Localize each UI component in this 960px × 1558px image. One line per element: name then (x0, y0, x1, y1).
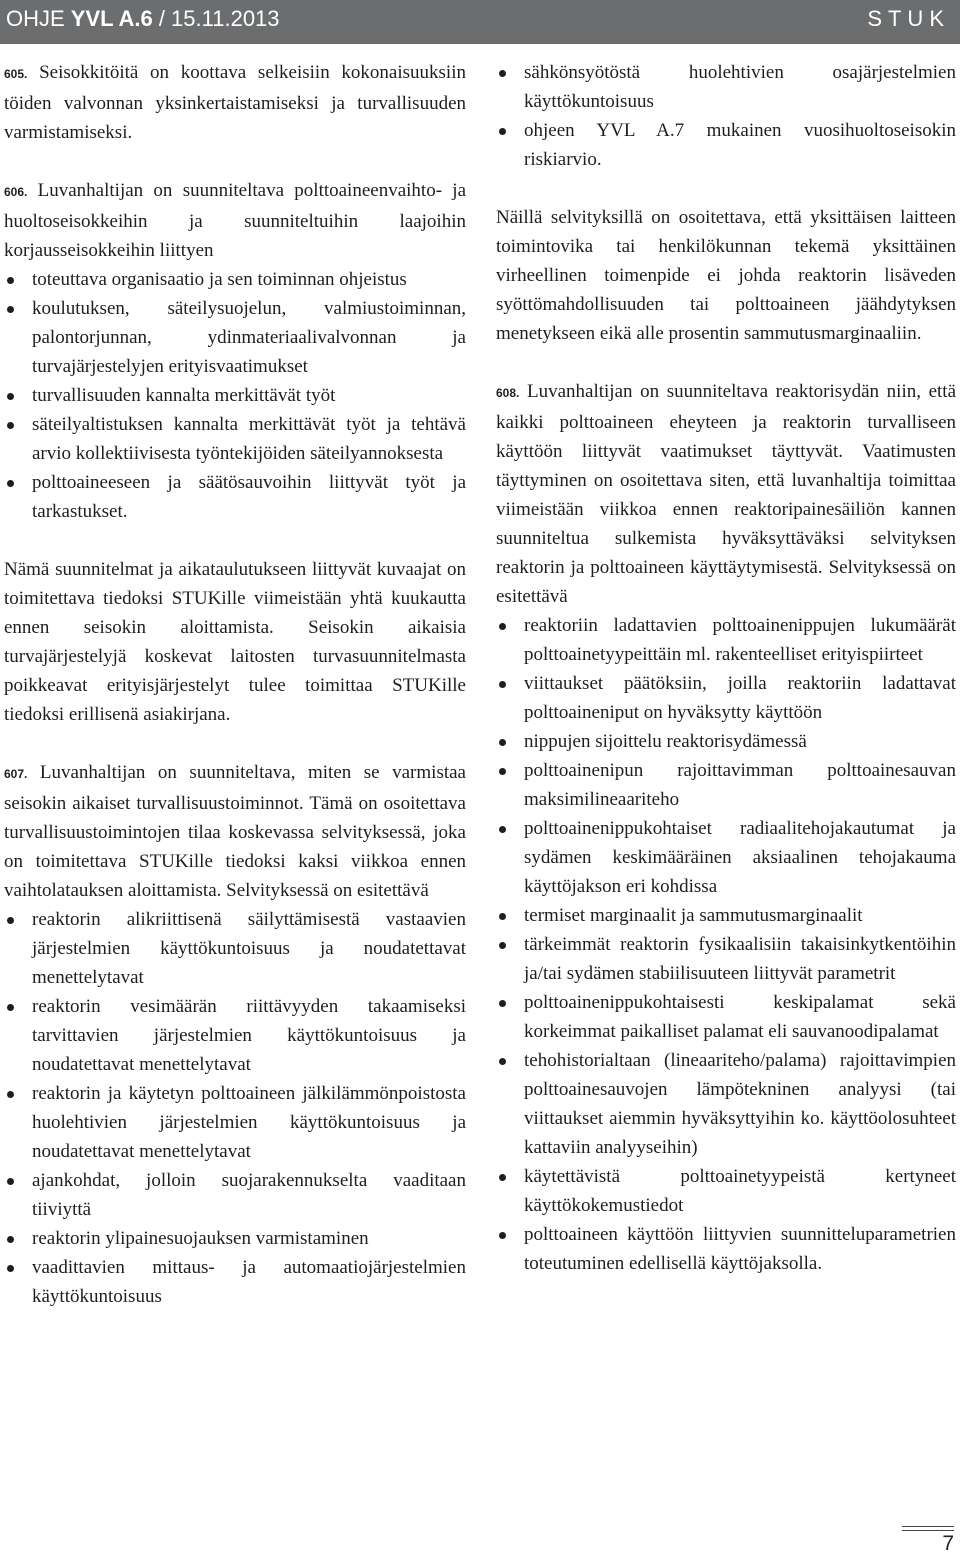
list-item: vaadittavien mittaus- ja automaatiojärjestelmien käyttökuntoisuus (4, 1253, 466, 1311)
list-item: turvallisuuden kannalta merkittävät työt (4, 381, 466, 410)
list-item: säteilyaltistuksen kannalta merkittävät työt ja tehtävä arvio kollektiivisesta työntekijöiden säteilyannoksesta (4, 410, 466, 468)
publisher-logo-text: STUK (867, 6, 950, 31)
list-item: termiset marginaalit ja sammutusmarginaalit (496, 901, 956, 930)
list-item: reaktoriin ladattavien polttoainenippujen lukumäärät polttoainetyypeittäin ml. rakenteelliset erityispiirteet (496, 611, 956, 669)
right-column (496, 58, 956, 1278)
paragraph-submission: Nämä suunnitelmat ja aikataulutukseen liittyvät kuvaajat on toimitettava tiedoksi STUKille viimeistään yhtä kuukautta ennen seisokin aloittamista. Seisokin aikaisia turvajärjestelyjä koskevat laitosten turvasuunnitelmasta poikkeavat erityisjärjestelyt tulee toimittaa STUKille tiedoksi erillisenä asiakirjana. (4, 559, 466, 725)
bullet-list-606 (4, 265, 466, 526)
paragraph-text: Luvanhaltijan on suunniteltava polttoaineenvaihto- ja huoltoseisokkeihin ja suunniteltuihin laajoihin korjausseisokkeihin liittyen (4, 180, 467, 261)
guide-date: / 15.11.2013 (152, 6, 280, 31)
list-item: tehohistorialtaan (lineaariteho/palama) rajoittavimpien polttoainesauvojen lämpötekninen analyysi (tai viittaukset aiemmin hyväksyttyihin ko. käyttöolosuhteet kattaviin analyyseihin) (496, 1046, 956, 1162)
list-item: polttoainenipun rajoittavimman polttoainesauvan maksimilineaariteho (496, 756, 956, 814)
paragraph-607 (4, 758, 466, 905)
left-column (4, 58, 466, 1311)
list-item: toteuttava organisaatio ja sen toiminnan ohjeistus (4, 265, 466, 294)
list-item: reaktorin vesimäärän riittävyyden takaamiseksi tarvittavien järjestelmien käyttökuntoisuus ja noudatettavat menettelytavat (4, 992, 466, 1079)
list-item: käytettävistä polttoainetyypeistä kertyneet käyttökokemustiedot (496, 1162, 956, 1220)
list-item: nippujen sijoittelu reaktorisydämessä (496, 727, 956, 756)
paragraph-text: Seisokkitöitä on koottava selkeisiin kokonaisuuksiin töiden valvonnan yksinkertaistamiseksi ja turvallisuuden varmistamiseksi. (4, 62, 466, 143)
list-item: reaktorin ylipainesuojauksen varmistaminen (4, 1224, 466, 1253)
list-item: koulutuksen, säteilysuojelun, valmiustoiminnan, palontorjunnan, ydinmateriaalivalvonnan ja turvajärjestelyjen erityisvaatimukset (4, 294, 466, 381)
paragraph-text: Luvanhaltijan on suunniteltava, miten se varmistaa seisokin aikaiset turvallisuustoiminnot. Tämä on osoitettava turvallisuustoimintojen tilaa koskevassa selvityksessä, joka on toimitettava STUKille tiedoksi kaksi viikkoa ennen vaihtolatauksen aloittamista. Selvityksessä on esitettävä (4, 762, 466, 901)
footer-rule (902, 1530, 954, 1531)
list-item: polttoainenippukohtaiset radiaalitehojakautumat ja sydämen keskimääräinen aksiaalinen tehojakauma käyttöjakson eri kohdissa (496, 814, 956, 901)
guide-label: OHJE (6, 6, 71, 31)
bullet-list-607 (4, 905, 466, 1311)
document-id (6, 6, 280, 32)
list-item: ajankohdat, jolloin suojarakennukselta vaaditaan tiiviyttä (4, 1166, 466, 1224)
list-item: ohjeen YVL A.7 mukainen vuosihuoltoseisokin riskiarvio. (496, 116, 956, 174)
footer-rule (902, 1526, 954, 1527)
paragraph-number: 607. (4, 767, 28, 781)
paragraph-text: Luvanhaltijan on suunniteltava reaktorisydän niin, että kaikki polttoaineen eheyteen ja reaktorin turvalliseen käyttöön liittyvät vaatimukset täyttyvät. Vaatimusten täyttyminen on osoitettava siten, että luvanhaltija toimittaa viimeistään viikkoa ennen reaktoripainesäiliön kannen suunniteltua sulkemista hyväksyttäväksi selvityksen reaktorin ja polttoaineen käyttäytymisestä. Selvityksessä on esitettävä (496, 381, 957, 607)
paragraph-606 (4, 176, 466, 265)
list-item: reaktorin alikriittisenä säilyttämisestä vastaavien järjestelmien käyttökuntoisuus ja noudatettavat menettelytavat (4, 905, 466, 992)
paragraph-number: 608. (496, 386, 520, 400)
list-item: polttoaineen käyttöön liittyvien suunnitteluparametrien toteutuminen edellisellä käyttöjaksolla. (496, 1220, 956, 1278)
list-item: polttoainenippukohtaisesti keskipalamat sekä korkeimmat paikalliset palamat eli sauvanoodipalamat (496, 988, 956, 1046)
bullet-list-607-continued (496, 58, 956, 174)
paragraph-605 (4, 58, 466, 147)
page-header (0, 0, 960, 44)
list-item: reaktorin ja käytetyn polttoaineen jälkilämmönpoistosta huolehtivien järjestelmien käyttökuntoisuus ja noudatettavat menettelytavat (4, 1079, 466, 1166)
list-item: sähkönsyötöstä huolehtivien osajärjestelmien käyttökuntoisuus (496, 58, 956, 116)
paragraph-number: 606. (4, 185, 28, 199)
list-item: tärkeimmät reaktorin fysikaalisiin takaisinkytkentöihin ja/tai sydämen stabiilisuuteen liittyvät parametrit (496, 930, 956, 988)
list-item: viittaukset päätöksiin, joilla reaktoriin ladattavat polttoaineniput on hyväksytty käyttöön (496, 669, 956, 727)
page-number: 7 (942, 1532, 954, 1555)
paragraph-demonstration: Näillä selvityksillä on osoitettava, että yksittäisen laitteen toimintovika tai henkilökunnan tekemä yksittäinen virheellinen toimenpide ei johda reaktorin lisäveden syöttömahdollisuuden tai polttoaineen jäähdytyksen menetykseen eikä alle prosentin sammutusmarginaaliin. (496, 207, 956, 344)
paragraph-608 (496, 377, 956, 611)
bullet-list-608 (496, 611, 956, 1278)
paragraph-number: 605. (4, 67, 28, 81)
guide-code: YVL A.6 (70, 6, 153, 31)
list-item: polttoaineeseen ja säätösauvoihin liittyvät työt ja tarkastukset. (4, 468, 466, 526)
